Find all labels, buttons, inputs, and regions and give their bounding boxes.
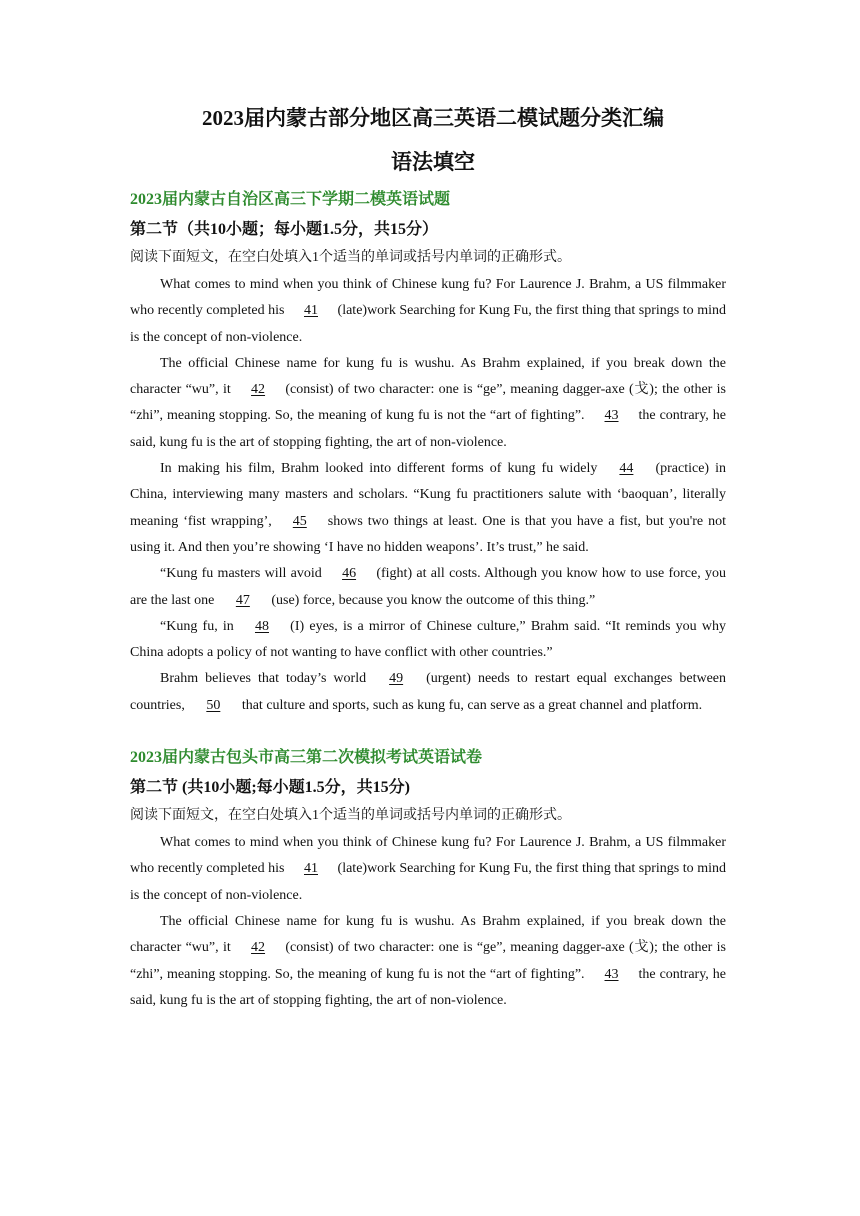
passage-paragraph: [130, 909, 726, 1014]
passage-paragraph: [130, 351, 726, 456]
answer-blank: 49: [389, 671, 404, 687]
answer-blank: 47: [235, 592, 250, 608]
passage-text: (fight) at all costs. Although you know how to use force, you are the last one: [130, 566, 726, 608]
passage-text: (I) eyes, is a mirror of Chinese culture,” Brahm said. “It reminds you why China adopts a policy of not wanting to have conflict with other countries.”: [130, 618, 726, 661]
answer-blank: 43: [604, 966, 619, 982]
passage-text: “Kung fu, in: [160, 618, 239, 634]
answer-blank: 42: [251, 382, 266, 398]
passage-paragraph: [130, 614, 726, 667]
passage-text: the contrary, he said, kung fu is the art of stopping fighting, the art of non-violence.: [130, 408, 726, 450]
passage: [130, 830, 726, 1014]
answer-blank: 42: [251, 940, 266, 956]
instruction-text: 阅读下面短文，在空白处填入1个适当的单词或括号内单词的正确形式。: [130, 808, 571, 824]
passage-text: (use) force, because you know the outcome of this thing.”: [267, 592, 596, 608]
section-2: [130, 747, 726, 1014]
passage-text: “Kung fu masters will avoid: [160, 566, 327, 582]
passage-text: the contrary, he said, kung fu is the art of stopping fighting, the art of non-violence.: [130, 966, 726, 1008]
passage: [130, 272, 726, 719]
passage-paragraph: [130, 666, 726, 719]
section-heading: 2023届内蒙古包头市高三第二次模拟考试英语试卷: [130, 749, 483, 767]
answer-blank: 41: [304, 861, 318, 877]
passage-text: The official Chinese name for kung fu is wushu. As Brahm explained, if you break down the character “wu”, it: [130, 913, 726, 956]
answer-blank: 43: [604, 408, 619, 424]
passage-paragraph: [130, 830, 726, 909]
answer-blank: 48: [254, 618, 269, 634]
part-heading: 第二节（共10小题；每小题1.5分，共15分）: [130, 221, 439, 238]
passage-paragraph: [130, 561, 726, 614]
passage-text: that culture and sports, such as kung fu, can serve as a great channel and platform.: [238, 697, 703, 713]
passage-text: Brahm believes that today’s world: [160, 671, 374, 687]
answer-blank: 50: [206, 697, 221, 713]
answer-blank: 44: [619, 461, 634, 477]
passage-text: (consist) of two character: one is “ge”, meaning dagger-axe (戈); the other is “zhi”, meaning stopping. So, the meaning of kung fu is not the “art of fighting”.: [130, 940, 726, 982]
passage-text: In making his film, Brahm looked into different forms of kung fu widely: [160, 461, 604, 477]
passage-text: (consist) of two character: one is “ge”, meaning dagger-axe (戈); the other is “zhi”, meaning stopping. So, the meaning of kung fu is not the “art of fighting”.: [130, 382, 726, 424]
passage-text: What comes to mind when you think of Chinese kung fu? For Laurence J. Brahm, a US filmmaker who recently completed his: [130, 835, 726, 877]
passage-paragraph: [130, 456, 726, 561]
instruction-text: 阅读下面短文，在空白处填入1个适当的单词或括号内单词的正确形式。: [130, 250, 571, 265]
answer-blank: 41: [304, 303, 318, 319]
passage-text: (late)work Searching for Kung Fu, the first thing that springs to mind is the concept of non-violence.: [130, 303, 726, 345]
part-heading: 第二节 (共10小题;每小题1.5分，共15分): [130, 779, 410, 797]
document-title: 2023届内蒙古部分地区高三英语二模试题分类汇编: [202, 106, 664, 130]
section-heading: 2023届内蒙古自治区高三下学期二模英语试题: [130, 191, 451, 208]
passage-text: The official Chinese name for kung fu is wushu. As Brahm explained, if you break down the character “wu”, it: [130, 355, 726, 398]
answer-blank: 45: [292, 513, 307, 529]
passage-paragraph: [130, 272, 726, 351]
passage-text: (practice) in China, interviewing many masters and scholars. “Kung fu practitioners salute with ‘baoquan’, literally meaning ‘fist wrapping’,: [130, 461, 727, 529]
passage-text: (urgent) needs to restart equal exchanges between countries,: [130, 671, 726, 713]
passage-text: (late)work Searching for Kung Fu, the first thing that springs to mind is the concept of non-violence.: [130, 861, 726, 903]
section-1: [130, 189, 726, 719]
answer-blank: 46: [342, 566, 357, 582]
passage-text: What comes to mind when you think of Chinese kung fu? For Laurence J. Brahm, a US filmmaker who recently completed his: [130, 277, 726, 319]
passage-text: shows two things at least. One is that you have a fist, but you're not using it. And then you’re showing ‘I have no hidden weapons’. It’s trust,” he said.: [130, 513, 727, 555]
document-subtitle: 语法填空: [391, 150, 475, 174]
document-content: [130, 103, 726, 1014]
